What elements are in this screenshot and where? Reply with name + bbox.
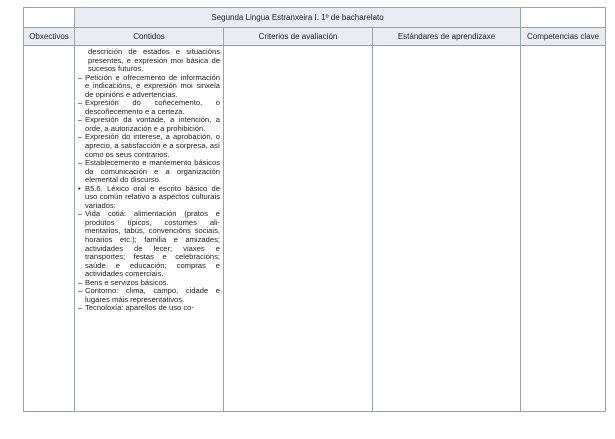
cell-contidos	[75, 46, 224, 412]
list-item: – Establecemento e mantemento básicos da comunicación e a organización elemental do discurso.	[78, 158, 220, 185]
dash-marker: –	[78, 115, 83, 125]
dash-marker: –	[78, 209, 83, 219]
cell-criterios	[224, 46, 373, 412]
dash-marker: –	[78, 98, 83, 108]
header-obxectivos: Obxectivos	[24, 28, 75, 46]
list-item: – Bens e servizos básicos.	[78, 277, 169, 287]
cell-estandares	[373, 46, 521, 412]
list-item: – Vida cotiá: alimentación (pratos e produtos típicos, costumes alimentarios, tabús, convencións sociais, horarios etc.); familia e amizades; actividades de lecer; viaxes e transportes; festas e celebracións; saúde e educación; compras e actividades comerciais.	[78, 209, 220, 279]
list-item: – Expresión do interese, a aprobación, o aprecio, a satisfacción e a sorpresa, así como os seus contrarios.	[78, 132, 220, 159]
header-estandares: Estándares de aprendizaxe	[373, 28, 521, 46]
cell-competencias	[521, 46, 606, 412]
bullet-marker: •	[78, 183, 81, 193]
dash-marker: –	[78, 72, 83, 82]
dash-marker: –	[78, 277, 83, 287]
header-competencias: Competencias clave	[521, 28, 606, 46]
dash-marker: –	[78, 158, 83, 168]
cell-obxectivos	[24, 46, 75, 412]
list-item: – Expresión da vontade, a intención, a orde, a autorización e a prohibición.	[78, 115, 220, 133]
dash-marker: –	[78, 132, 83, 142]
list-item: – Expresión do coñecemento, o descoñecemento e a certeza.	[78, 98, 220, 116]
table-title: Segunda Lingua Estranxeira I. 1º de bacharelato	[75, 8, 521, 28]
empty-corner-cell	[24, 8, 75, 28]
header-criterios: Criterios de avaliación	[224, 28, 373, 46]
list-item: – Contorno: clima, campo, cidade e lugares máis representativos.	[78, 286, 220, 304]
contidos-content	[75, 46, 223, 411]
header-contidos: Contidos	[75, 28, 224, 46]
bullet-item: • B5.6. Léxico oral e escrito básico de uso común relativo a aspectos culturais variados:	[78, 183, 220, 210]
empty-title-cell	[521, 8, 606, 28]
continuation-text: descrición de estados e situacións presentes, e expresión moi básica de sucesos futuros.	[88, 47, 220, 74]
dash-marker: –	[78, 303, 83, 313]
list-item: – Tecnoloxía: aparellos de uso co-	[78, 303, 194, 313]
list-item: – Petición e ofrecemento de información e indicacións, e expresión moi sinxela de opinións e advertencias.	[78, 72, 220, 99]
curriculum-table	[23, 7, 606, 412]
dash-marker: –	[78, 286, 83, 296]
